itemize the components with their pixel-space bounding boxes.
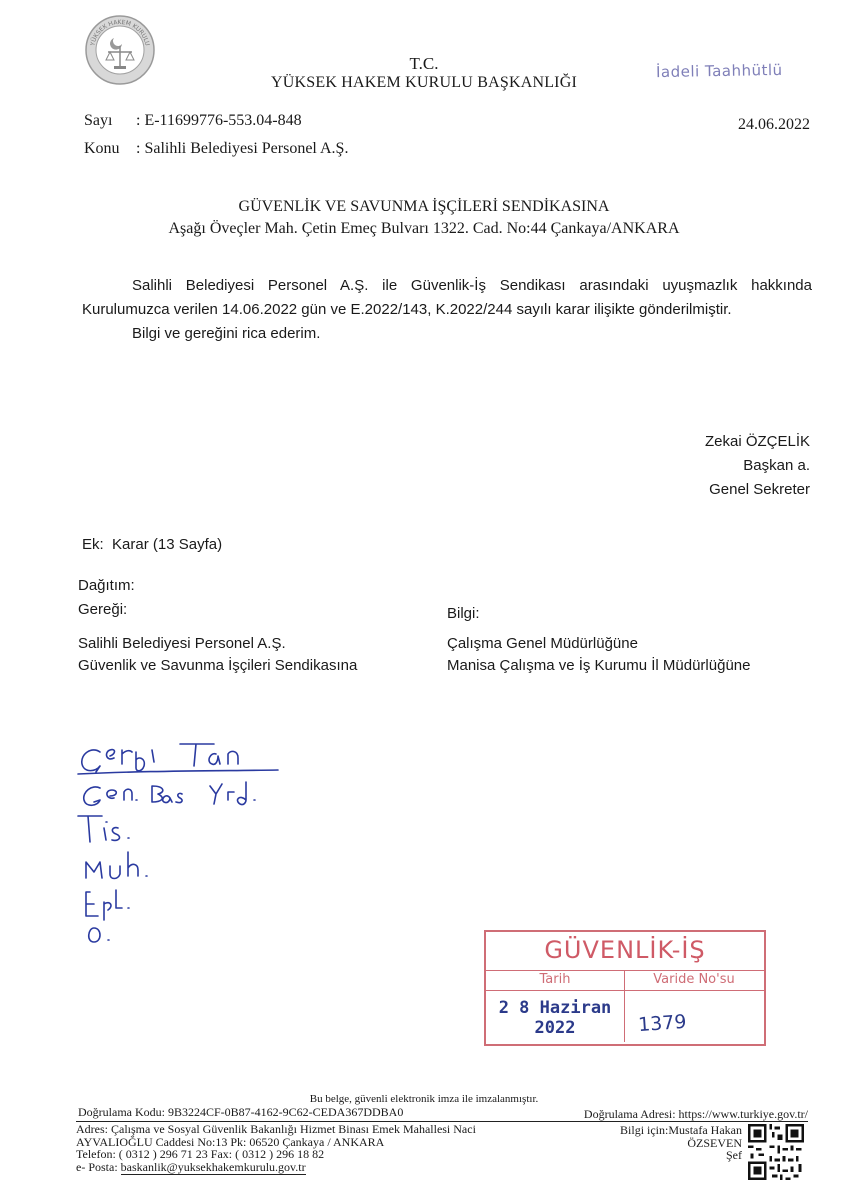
bilgi-label: Bilgi:: [447, 605, 480, 622]
signer-name: Zekai ÖZÇELİK: [704, 433, 810, 450]
stamp-regno-label: Varide No'su: [653, 972, 735, 987]
attachment-row: [82, 536, 222, 553]
stamp-date-value: 2 8 Haziran 2022: [498, 998, 612, 1038]
stamp-union-name: GÜVENLİK-İŞ: [544, 936, 706, 964]
signature-block: [705, 430, 810, 502]
sayi-row: [84, 112, 302, 130]
body-paragraph-1: [82, 274, 812, 346]
contact-info: [620, 1124, 742, 1162]
signer-title-2: Genel Sekreter: [709, 481, 810, 498]
sayi-value: : E-11699776-553.04-848: [136, 112, 302, 129]
address-line-1: Adres: Çalışma ve Sosyal Güvenlik Bakanlığı Hizmet Binası Emek Mahallesi Naci: [76, 1122, 476, 1136]
document-date: 24.06.2022: [738, 116, 810, 133]
qr-code-icon: [748, 1124, 804, 1180]
email-label: e- Posta:: [76, 1159, 121, 1174]
stamp-date-label: Tarih: [539, 972, 571, 987]
sayi-label: Sayı: [84, 112, 113, 129]
konu-label: Konu: [84, 140, 120, 157]
institution-name: YÜKSEK HAKEM KURULU BAŞKANLIĞI: [271, 74, 577, 91]
contact-line-2: ÖZSEVEN: [687, 1135, 742, 1150]
attachment-label: Ek:: [82, 536, 104, 553]
signer-title-1: Başkan a.: [743, 457, 810, 474]
gerek-list: [78, 633, 357, 677]
verify-code: Doğrulama Kodu: 9B3224CF-0B87-4162-9C62-CEDA367DDBA0: [78, 1105, 404, 1119]
body-line-1: Salihli Belediyesi Personel A.Ş. ile Güvenlik-İş Sendikası arasındaki uyuşmazlık hakkında: [132, 277, 812, 294]
esign-note: Bu belge, güvenli elektronik imza ile imzalanmıştır.: [309, 1093, 539, 1105]
registered-mail-stamp: İadeli Taahhütlü: [655, 60, 783, 82]
contact-line-3: Şef: [726, 1148, 742, 1162]
attachment-value: Karar (13 Sayfa): [112, 536, 223, 553]
svg-text:YÜKSEK HAKEM KURULU: YÜKSEK HAKEM KURULU: [89, 18, 151, 47]
stamp-regno-value: 1379: [637, 1010, 688, 1037]
body-paragraph-2: Bilgi ve gereğini rica ederim.: [132, 325, 321, 342]
footer-address-block: [76, 1123, 476, 1173]
bilgi-item: Manisa Çalışma ve İş Kurumu İl Müdürlüğüne: [447, 657, 751, 674]
gerek-item: Güvenlik ve Savunma İşçileri Sendikasına: [78, 657, 358, 674]
distribution-label: Dağıtım:: [78, 577, 135, 594]
received-stamp: [484, 930, 766, 1046]
phone-fax: Telefon: ( 0312 ) 296 71 23 Fax: ( 0312 ) 296 18 82: [76, 1147, 325, 1161]
addressee-name: GÜVENLİK VE SAVUNMA İŞÇİLERİ SENDİKASINA: [238, 198, 610, 215]
handwritten-note: [70, 730, 300, 950]
bilgi-list: [447, 633, 750, 677]
gerek-item: Salihli Belediyesi Personel A.Ş.: [78, 635, 286, 652]
verify-address: Doğrulama Adresi: https://www.turkiye.gov.tr/: [583, 1107, 808, 1121]
addressee-address: Aşağı Öveçler Mah. Çetin Emeç Bulvarı 1322. Cad. No:44 Çankaya/ANKARA: [168, 220, 680, 237]
contact-line-1: Bilgi için:Mustafa Hakan: [620, 1123, 742, 1137]
gerek-label: Gereği:: [78, 601, 128, 618]
konu-value: : Salihli Belediyesi Personel A.Ş.: [136, 140, 349, 157]
header-tc: T.C.: [409, 54, 439, 73]
email-row: [76, 1161, 476, 1174]
address-line-2: AYVALIOĞLU Caddesi No:13 Pk: 06520 Çankaya / ANKARA: [76, 1134, 385, 1149]
body-line-2: Kurulumuzca verilen 14.06.2022 gün ve E.2022/143, K.2022/244 sayılı karar ilişikte gönderilmiştir.: [82, 301, 732, 318]
bilgi-item: Çalışma Genel Müdürlüğüne: [447, 635, 638, 652]
email-link[interactable]: baskanlik@yuksekhakemkurulu.gov.tr: [120, 1159, 306, 1174]
konu-row: [84, 140, 348, 158]
